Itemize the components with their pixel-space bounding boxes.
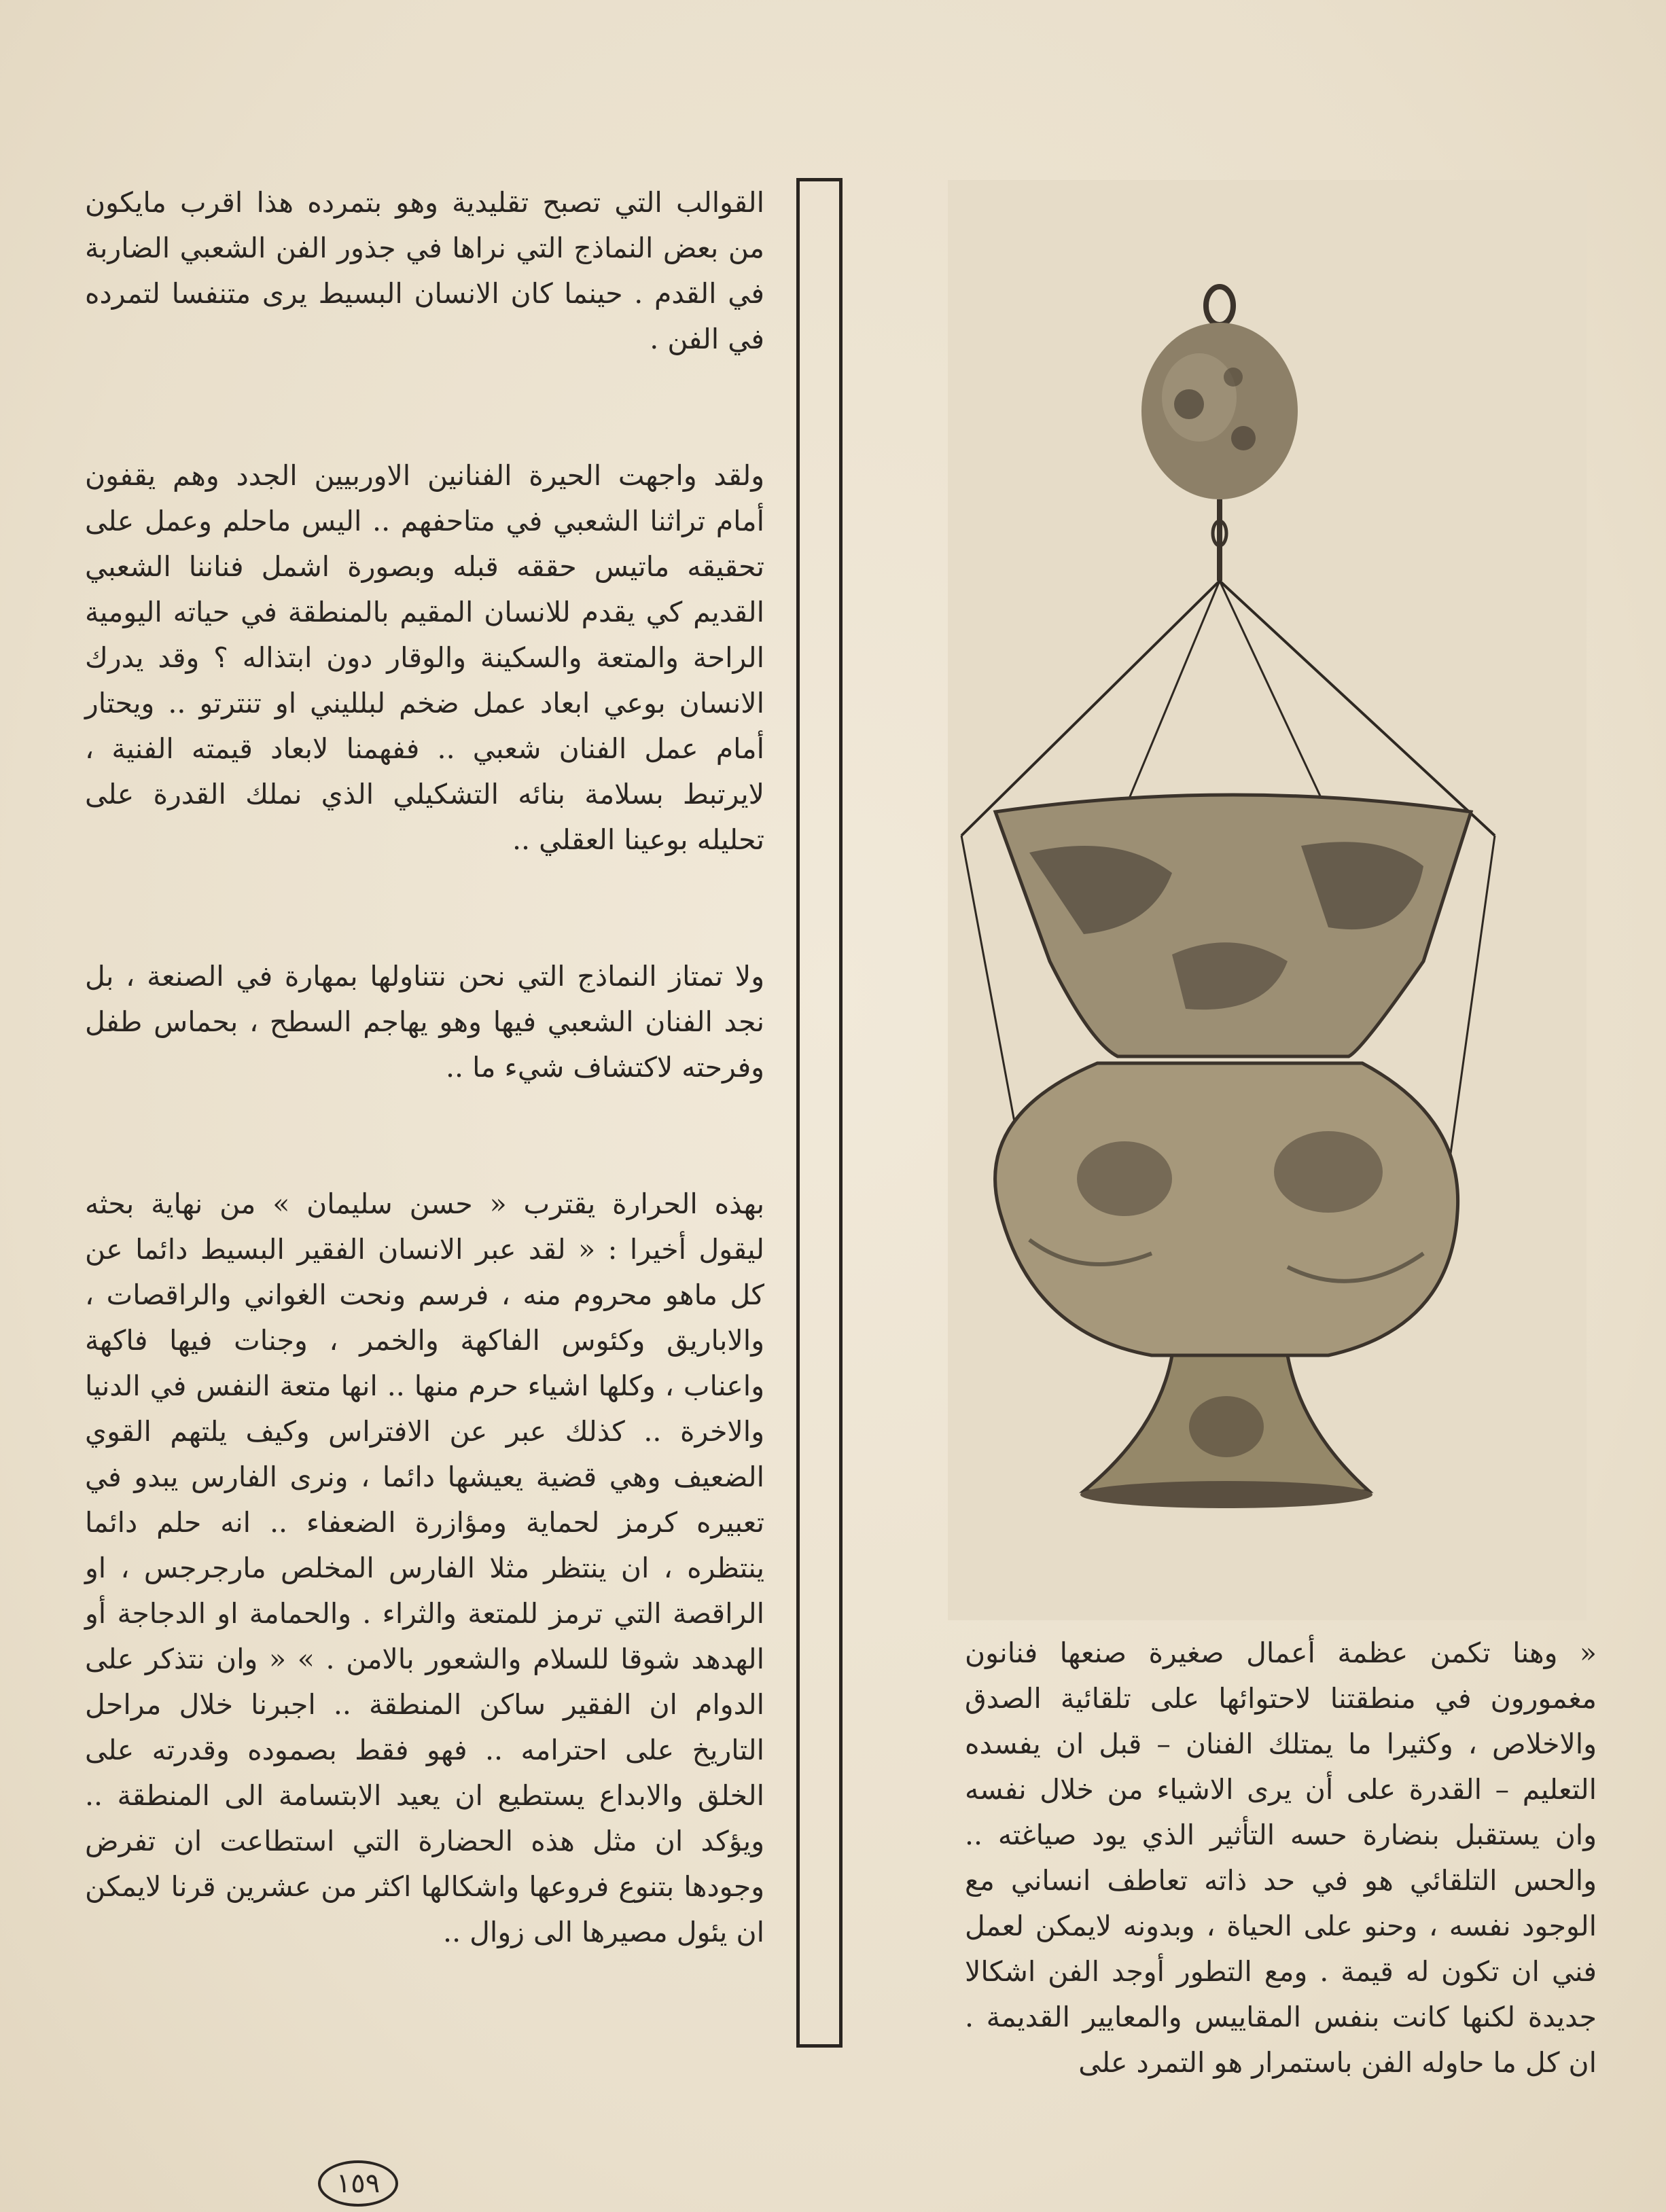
page-number: ١٥٩ — [318, 2160, 398, 2207]
column-divider-frame — [796, 178, 843, 2048]
article-column — [85, 180, 764, 1955]
article-paragraph: ولا تمتاز النماذج التي نحن نتناولها بمهارة في الصنعة ، بل نجد الفنان الشعبي فيها وهو يهاجم السطح ، بحماس طفل وفرحته لاكتشاف شيء ما .. — [85, 960, 764, 1084]
mosque-lamp-photo — [948, 180, 1587, 1620]
lamp-illustration — [948, 180, 1587, 1620]
figure-caption — [965, 1630, 1597, 2086]
article-paragraph: ولقد واجهت الحيرة الفنانين الاوربيين الجدد وهم يقفون أمام تراثنا الشعبي في متاحفهم .. اليس ماحلم وعمل على تحقيقه ماتيس حققه قبله وبصورة اشمل فناننا الشعبي القديم كي يقدم للانسان المقيم بالمنطقة في حياته اليومية الراحة والمتعة والسكينة والوقار دون ابتذاله ؟ وقد يدرك الانسان بوعي ابعاد عمل ضخم لبلليني او تنترتو .. ويحتار أمام عمل الفنان شعبي .. ففهمنا لابعاد قيمته الفنية ، لايرتبط بسلامة بنائه التشكيلي الذي نملك القدرة على تحليله بوعينا العقلي .. — [85, 459, 764, 856]
article-paragraph: بهذه الحرارة يقترب « حسن سليمان » من نهاية بحثه ليقول أخيرا : « لقد عبر الانسان الفقير البسيط دائما عن كل ماهو محروم منه ، فرسم ونحت الغواني والراقصات ، والاباريق وكئوس الفاكهة والخمر ، وجنات فيها فاكهة واعناب ، وكلها اشياء حرم منها .. انها متعة النفس في الدنيا والاخرة .. كذلك عبر عن الافتراس وكيف يلتهم القوي الضعيف وهي قضية يعيشها دائما ، ونرى الفارس يبدو في تعبيره كرمز لحماية ومؤازرة الضعفاء .. انه حلم دائما ينتظره ، ان ينتظر مثلا الفارس المخلص مارجرجس ، او الراقصة التي ترمز للمتعة والثراء . والحمامة او الدجاجة أو الهدهد شوقا للسلام والشعور بالامن . » « وان نتذكر على الدوام ان الفقير ساكن المنطقة .. اجبرنا خلال مراحل التاريخ على احترامه .. فهو فقط بصموده وقدرته على الخلق والابداع يستطيع ان يعيد الابتسامة الى المنطقة .. ويؤكد ان مثل هذه الحضارة التي استطاعت ان تفرض وجودها بتنوع فروعها واشكالها اكثر من عشرين قرنا لايمكن ان يئول مصيرها الى زوال .. — [85, 1188, 764, 1948]
article-paragraph: القوالب التي تصبح تقليدية وهو بتمرده هذا اقرب مايكون من بعض النماذج التي نراها في جذور الفن الشعبي الضاربة في القدم . حينما كان الانسان البسيط يرى متنفسا لتمرده في الفن . — [85, 186, 764, 355]
caption-text: « وهنا تكمن عظمة أعمال صغيرة صنعها فنانون مغمورون في منطقتنا لاحتوائها على تلقائية الصدق والاخلاص ، وكثيرا ما يمتلك الفنان – قبل ان يفسده التعليم – القدرة على أن يرى الاشياء من خلال نفسه وان يستقبل بنضارة حسه التأثير الذي يود صياغته .. والحس التلقائي هو في حد ذاته تعاطف انساني مع الوجود نفسه ، وحنو على الحياة ، وبدونه لايمكن لعمل فني ان تكون له قيمة . ومع التطور أوجد الفن اشكالا جديدة لكنها كانت بنفس المقاييس والمعايير القديمة . ان كل ما حاوله الفن باستمرار هو التمرد على — [965, 1637, 1597, 2079]
